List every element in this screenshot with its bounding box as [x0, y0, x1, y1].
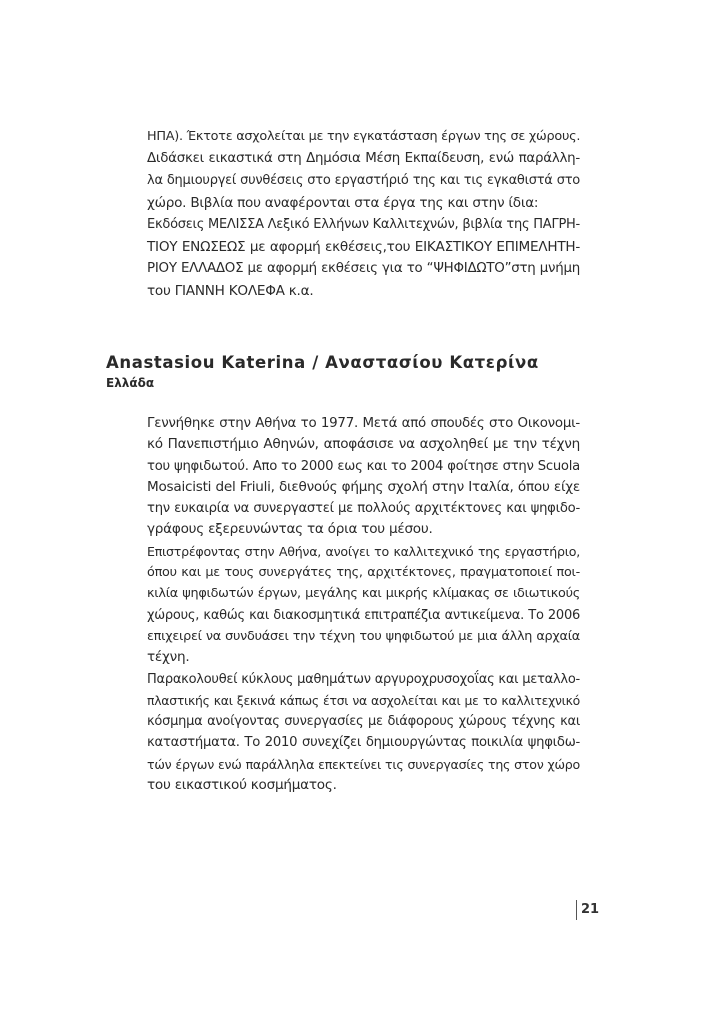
text-line: ΡΙΟΥ ΕΛΛΑΔΟΣ με αφορμή εκθέσεις για το “ΨΗΦΙΔΩΤΟ”στη μνήμη: [147, 261, 580, 276]
text-line: όπου και με τους συνεργάτες της, αρχιτέκτονες, πραγματοποιεί ποι-: [147, 565, 580, 581]
text-line: Επιστρέφοντας στην Αθήνα, ανοίγει το καλλιτεχνικό της εργαστήριο,: [147, 543, 580, 559]
text-line: κόσμημα ανοίγοντας συνεργασίες με διάφορους χώρους τέχνης και: [147, 714, 580, 730]
text-line: του ψηφιδωτού. Απο το 2000 εως και το 2004 φοίτησε στην Scuola: [147, 458, 580, 474]
text-line: επιχειρεί να συνδυάσει την τέχνη του ψηφιδωτού με μια άλλη αρχαία: [147, 628, 580, 644]
text-line: την ευκαιρία να συνεργαστεί με πολλούς αρχιτέκτονες και ψηφιδο-: [147, 501, 580, 517]
text-line: Διδάσκει εικαστικά στη Δημόσια Μέση Εκπαίδευση, ενώ παράλλη-: [147, 151, 580, 166]
text-line: Mosaicisti del Friuli, διεθνούς φήμης σχολή στην Ιταλία, όπου είχε: [147, 478, 580, 495]
text-line: ΗΠΑ). Έκτοτε ασχολείται με την εγκατάσταση έργων της σε χώρους.: [147, 129, 581, 144]
page-number: 21: [576, 900, 599, 920]
artist-biography-text: [147, 413, 580, 796]
artist-country: Ελλάδα: [106, 376, 155, 390]
text-line: ΤΙΟΥ ΕΝΩΣΕΩΣ με αφορμή εκθέσεις,του ΕΙΚΑΣΤΙΚΟΥ ΕΠΙΜΕΛΗΤΗ-: [147, 239, 580, 255]
artist-name-heading: Anastasiou Katerina / Αναστασίου Κατερίνα: [106, 353, 539, 372]
text-line: γράφους εξερευνώντας τα όρια του μέσου.: [147, 521, 433, 538]
text-line: Παρακολουθεί κύκλους μαθημάτων αργυροχρυσοχοΐας και μεταλλο-: [147, 671, 580, 687]
text-line: του ΓΙΑΝΝΗ ΚΟΛΕΦΑ κ.α.: [147, 283, 314, 299]
text-line: κό Πανεπιστήμιο Αθηνών, αποφάσισε να ασχοληθεί με την τέχνη: [147, 436, 580, 453]
text-line: λα δημιουργεί συνθέσεις στο εργαστήριό της και τις εγκαθιστά στο: [147, 173, 580, 188]
text-line: τών έργων ενώ παράλληλα επεκτείνει τις συνεργασίες της στον χώρο: [147, 756, 580, 772]
text-line: χώρους, καθώς και διακοσμητικά επιτραπέζια αντικείμενα. Το 2006: [147, 607, 580, 623]
text-line: κιλία ψηφιδωτών έργων, μεγάλης και μικρής κλίμακας σε ιδιωτικούς: [147, 586, 580, 602]
text-line: καταστήματα. Το 2010 συνεχίζει δημιουργώντας ποικιλία ψηφιδω-: [147, 735, 580, 751]
text-line: Εκδόσεις ΜΕΛΙΣΣΑ Λεξικό Ελλήνων Καλλιτεχνών, βιβλία της ΠΑΓΡΗ-: [147, 217, 580, 232]
text-line: του εικαστικού κοσμήματος.: [147, 777, 337, 794]
text-line: Γεννήθηκε στην Αθήνα το 1977. Μετά από σπουδές στο Οικονομι-: [147, 416, 580, 431]
previous-entry-text: [147, 126, 580, 302]
text-line: πλαστικής και ξεκινά κάπως έτσι να ασχολείται και με το καλλιτεχνικό: [147, 692, 580, 708]
text-line: τέχνη.: [147, 649, 190, 666]
text-line: χώρο. Βιβλία που αναφέρονται στα έργα της και στην ίδια:: [147, 195, 539, 211]
